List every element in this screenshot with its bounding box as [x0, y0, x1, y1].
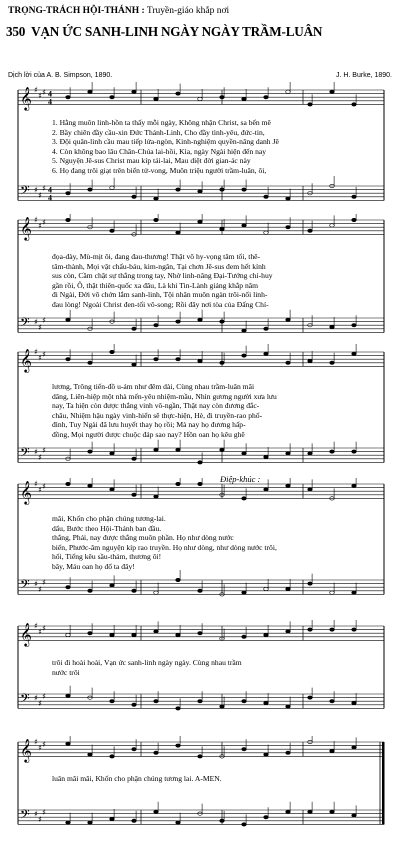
note-head-icon — [66, 633, 71, 636]
note-head-icon — [330, 810, 335, 813]
key-sharp-icon: ♯ — [34, 85, 38, 95]
note-head-icon — [308, 810, 313, 813]
note-head-icon — [308, 452, 313, 455]
note-head-icon — [110, 350, 115, 353]
lyric-line: 5. Nguyện Jê-sus Christ mau kíp tái-lai, Mau diệt đời gian-ác này — [52, 156, 251, 166]
note-head-icon — [110, 817, 115, 820]
key-sharp-icon: ♯ — [38, 221, 42, 231]
note-head-icon — [110, 452, 115, 455]
note-head-icon — [88, 450, 93, 453]
key-sharp-icon: ♯ — [42, 217, 46, 227]
key-sharp-icon: ♯ — [38, 91, 42, 101]
note-head-icon — [286, 751, 291, 754]
note-head-icon — [88, 361, 93, 364]
key-sharp-icon: ♯ — [38, 353, 42, 363]
note-head-icon — [220, 361, 225, 364]
note-head-icon — [286, 452, 291, 455]
note-head-icon — [286, 810, 291, 813]
key-sharp-icon: ♯ — [42, 481, 46, 491]
note-head-icon — [286, 318, 291, 321]
note-head-icon — [176, 231, 181, 234]
treble-clef-icon: 𝄞 — [20, 738, 32, 763]
note-head-icon — [308, 103, 313, 106]
key-sharp-icon: ♯ — [42, 577, 46, 587]
note-head-icon — [154, 97, 159, 100]
note-head-icon — [88, 188, 93, 191]
note-head-icon — [286, 361, 291, 364]
lyric-line: lương, Trông tiến-đồ u-ám như đêm dài, Cùng nhau trầm-luân mãi — [52, 382, 255, 391]
hymn-number: 350 — [6, 24, 26, 39]
lyric-line: biến, Phước-âm nguyện kíp rao truyền. Họ như dòng, như dòng nước trôi, — [52, 542, 277, 552]
lyric-line: 2. Bầy chiên đầy cầu-xin Đức Thánh-Linh, Cho đầy tình-yêu, đức-tin, — [52, 127, 265, 137]
note-head-icon — [88, 589, 93, 592]
key-sharp-icon: ♯ — [38, 743, 42, 753]
note-head-icon — [286, 90, 291, 93]
bass-clef-icon: 𝄢 — [20, 690, 30, 709]
note-head-icon — [132, 493, 137, 496]
note-head-icon — [242, 354, 247, 357]
note-head-icon — [264, 96, 269, 99]
key-sharp-icon: ♯ — [42, 315, 46, 325]
note-head-icon — [198, 359, 203, 362]
note-head-icon — [132, 819, 137, 822]
time-signature-icon: 4 — [48, 89, 52, 99]
note-head-icon — [352, 628, 357, 631]
note-head-icon — [264, 753, 269, 756]
note-head-icon — [308, 628, 313, 631]
note-head-icon — [154, 358, 159, 361]
key-sharp-icon: ♯ — [38, 453, 42, 462]
note-head-icon — [264, 195, 269, 198]
note-head-icon — [330, 700, 335, 703]
note-head-icon — [330, 325, 335, 328]
note-head-icon — [132, 327, 137, 330]
section-subtitle: Truyền-giáo khắp nơi — [146, 6, 230, 16]
note-head-icon — [264, 488, 269, 491]
note-head-icon — [330, 628, 335, 631]
note-head-icon — [154, 324, 159, 327]
bass-clef-icon: 𝄢 — [20, 182, 30, 201]
note-head-icon — [264, 327, 269, 330]
note-head-icon — [352, 591, 357, 594]
note-head-icon — [110, 633, 115, 636]
note-head-icon — [154, 810, 159, 813]
key-sharp-icon: ♯ — [38, 627, 42, 637]
section-title: TRỌNG-TRÁCH HỘI-THÁNH : — [8, 6, 145, 16]
bass-clef-icon: 𝄢 — [20, 806, 30, 825]
note-head-icon — [286, 197, 291, 200]
treble-clef-icon: 𝄞 — [20, 216, 32, 241]
key-sharp-icon: ♯ — [38, 485, 42, 495]
lyric-line: sus còn, Cầm chặt sự thắng trong tay, Nhờ linh-năng Đại-Tướng chỉ-huy — [52, 271, 273, 281]
note-head-icon — [242, 497, 247, 500]
lyric-line: dấu, Bước theo Hội-Thánh ban đầu. — [52, 523, 162, 533]
key-sharp-icon: ♯ — [34, 317, 38, 327]
key-sharp-icon: ♯ — [34, 579, 38, 589]
note-head-icon — [176, 358, 181, 361]
lyrics-block — [52, 774, 378, 784]
note-head-icon — [308, 696, 313, 699]
note-head-icon — [176, 92, 181, 95]
lyric-line: trôi đi hoài hoài, Vạn ức sanh-linh ngày ngày. Cùng nhau trầm — [52, 658, 242, 667]
note-head-icon — [154, 591, 159, 594]
note-head-icon — [132, 589, 137, 592]
key-sharp-icon: ♯ — [34, 185, 38, 195]
page-header — [8, 6, 229, 16]
lyric-line: nay, Ta hiện còn được thắng vinh vô-ngần, Thật nay còn đương đắc- — [52, 401, 260, 411]
note-head-icon — [330, 450, 335, 453]
note-head-icon — [330, 361, 335, 364]
note-head-icon — [308, 229, 313, 232]
note-head-icon — [176, 744, 181, 747]
note-head-icon — [198, 700, 203, 703]
key-sharp-icon: ♯ — [34, 737, 38, 747]
note-head-icon — [198, 632, 203, 635]
note-head-icon — [220, 448, 225, 451]
note-head-icon — [66, 482, 71, 485]
note-head-icon — [242, 97, 247, 100]
key-sharp-icon: ♯ — [42, 739, 46, 749]
time-signature-icon: 4 — [48, 185, 52, 195]
note-head-icon — [154, 630, 159, 633]
lyric-line: đình, Tuy Ngài đã lưu huyết thay họ rồi; Mà nay họ đương hấp- — [52, 420, 246, 430]
note-head-icon — [110, 229, 115, 232]
note-head-icon — [176, 188, 181, 191]
note-head-icon — [132, 633, 137, 636]
music-system-1 — [0, 82, 400, 214]
note-head-icon — [66, 218, 71, 221]
note-head-icon — [198, 97, 203, 100]
key-sharp-icon: ♯ — [38, 585, 42, 594]
note-head-icon — [66, 318, 71, 321]
note-head-icon — [132, 363, 137, 366]
note-head-icon — [66, 586, 71, 589]
note-head-icon — [66, 192, 71, 195]
music-system-2 — [0, 214, 400, 344]
note-head-icon — [242, 224, 247, 227]
note-head-icon — [264, 455, 269, 458]
note-head-icon — [110, 96, 115, 99]
note-head-icon — [352, 814, 357, 817]
note-head-icon — [110, 584, 115, 587]
note-head-icon — [264, 231, 269, 234]
music-credit: J. H. Burke, 1890. — [335, 72, 392, 79]
key-sharp-icon: ♯ — [42, 349, 46, 359]
treble-clef-icon: 𝄞 — [20, 622, 32, 647]
note-head-icon — [242, 452, 247, 455]
note-head-icon — [286, 484, 291, 487]
lyric-line: gần rồi, Ô, thật thiên-quốc xa đâu, Là khi Tin-Lành giảng khắp năm — [52, 280, 259, 290]
note-head-icon — [176, 633, 181, 636]
lyric-line: thắng, Phải, nay được thắng muôn phần. Họ như dòng nước — [52, 533, 234, 543]
hymn-name: VẠN ỨC SANH-LINH NGÀY NGÀY TRẦM-LUÂN — [31, 24, 323, 39]
lyric-line: 1. Hằng muôn linh-hồn ta thấy mỗi ngày, Không nhận Christ, sa bến mê — [52, 118, 271, 127]
lyrics-block — [52, 514, 378, 572]
note-head-icon — [352, 103, 357, 106]
refrain-label: Điệp-khúc : — [220, 474, 261, 484]
note-head-icon — [198, 461, 203, 464]
note-head-icon — [242, 823, 247, 826]
staff-graphic — [0, 736, 400, 836]
note-head-icon — [286, 587, 291, 590]
bass-clef-icon: 𝄢 — [20, 444, 30, 463]
note-head-icon — [352, 746, 357, 749]
note-head-icon — [242, 700, 247, 703]
note-head-icon — [198, 220, 203, 223]
note-head-icon — [330, 749, 335, 752]
note-head-icon — [176, 482, 181, 485]
lyrics-block — [52, 118, 378, 176]
lyric-line: đi Ngài, Đời vô chớn lắm sanh-linh, Tội nhân muôn ngàn trôi-nổi linh- — [52, 290, 268, 300]
time-signature-icon: 4 — [48, 97, 52, 107]
key-sharp-icon: ♯ — [34, 621, 38, 631]
note-head-icon — [352, 218, 357, 221]
note-head-icon — [66, 96, 71, 99]
note-head-icon — [220, 96, 225, 99]
note-head-icon — [132, 195, 137, 198]
key-sharp-icon: ♯ — [34, 809, 38, 819]
note-head-icon — [88, 632, 93, 635]
bass-clef-icon: 𝄢 — [20, 314, 30, 333]
key-sharp-icon: ♯ — [38, 699, 42, 708]
note-head-icon — [176, 448, 181, 451]
key-sharp-icon: ♯ — [34, 215, 38, 225]
lyric-line: mãi, Khốn cho phận chúng tương-lai. — [52, 514, 166, 523]
note-head-icon — [66, 742, 71, 745]
note-head-icon — [110, 755, 115, 758]
note-head-icon — [264, 587, 269, 590]
note-head-icon — [220, 188, 225, 191]
note-head-icon — [176, 821, 181, 824]
note-head-icon — [308, 488, 313, 491]
lyric-line: luân mãi mãi, Khốn cho phận chúng tương lai. A-MEN. — [52, 774, 222, 783]
note-head-icon — [110, 700, 115, 703]
note-head-icon — [154, 495, 159, 498]
note-head-icon — [330, 224, 335, 227]
note-head-icon — [88, 821, 93, 824]
key-sharp-icon: ♯ — [38, 191, 42, 200]
note-head-icon — [88, 484, 93, 487]
lyric-line: hối, Tiếng kêu sầu-thảm, thương ôi! — [52, 552, 162, 562]
lyric-line: đồng, Mọi người được chuộc đáp sao nay? Hồn oan họ kêu ghê — [52, 429, 245, 439]
note-head-icon — [264, 816, 269, 819]
note-head-icon — [176, 320, 181, 323]
key-sharp-icon: ♯ — [42, 807, 46, 817]
note-head-icon — [352, 352, 357, 355]
key-sharp-icon: ♯ — [42, 183, 46, 193]
key-sharp-icon: ♯ — [42, 445, 46, 455]
treble-clef-icon: 𝄞 — [20, 480, 32, 505]
lyric-line: nước trôi — [52, 667, 80, 677]
time-signature-icon: 4 — [48, 193, 52, 203]
note-head-icon — [198, 190, 203, 193]
note-head-icon — [154, 197, 159, 200]
note-head-icon — [242, 748, 247, 751]
note-head-icon — [286, 705, 291, 708]
bass-clef-icon: 𝄢 — [20, 576, 30, 595]
lyric-line: đau lòng! Ngoài Christ đen-tối vô-song; Rồi đây nơi tòa của Đấng Chí- — [52, 299, 269, 309]
note-head-icon — [264, 701, 269, 704]
note-head-icon — [66, 821, 71, 824]
note-head-icon — [242, 188, 247, 191]
lyric-line: 3. Đội quân-linh cầu mau tiếp lửa-ngòn, Kinh-nghiệm quyền-năng danh Jê — [52, 137, 279, 147]
note-head-icon — [110, 488, 115, 491]
key-sharp-icon: ♯ — [34, 347, 38, 357]
note-head-icon — [176, 707, 181, 710]
note-head-icon — [132, 457, 137, 460]
lyrics-credit: Dịch lời của A. B. Simpson, 1890. — [8, 72, 113, 79]
treble-clef-icon: 𝄞 — [20, 86, 32, 111]
final-bar-line — [382, 742, 385, 824]
music-system-4 — [0, 478, 400, 608]
key-sharp-icon: ♯ — [38, 323, 42, 332]
lyric-line: dâng, Liên-hiệp một nhà mến-yêu nhiệm-mầu, Nhìn gương người xưa lưu — [52, 391, 277, 401]
note-head-icon — [286, 630, 291, 633]
note-head-icon — [132, 90, 137, 93]
note-head-icon — [330, 591, 335, 594]
note-head-icon — [330, 90, 335, 93]
note-head-icon — [264, 352, 269, 355]
note-head-icon — [242, 591, 247, 594]
note-head-icon — [198, 482, 203, 485]
lyrics-block — [52, 382, 378, 440]
hymn-title — [6, 24, 322, 40]
note-head-icon — [352, 701, 357, 704]
key-sharp-icon: ♯ — [38, 815, 42, 824]
music-system-6 — [0, 736, 400, 836]
lyric-line: 6. Họ đang trôi giạt trên biển tử-vong, Muôn triệu người trầm-luân, ôi, — [52, 165, 267, 175]
note-head-icon — [88, 90, 93, 93]
note-head-icon — [176, 578, 181, 581]
lyric-line: đọa-đày, Mù-mịt ôi, đang đau-thương! Thật vô hy-vọng tâm tối, thê- — [52, 252, 261, 261]
note-head-icon — [88, 753, 93, 756]
key-sharp-icon: ♯ — [34, 447, 38, 457]
note-head-icon — [220, 320, 225, 323]
key-sharp-icon: ♯ — [34, 693, 38, 703]
music-system-3 — [0, 344, 400, 476]
key-sharp-icon: ♯ — [34, 479, 38, 489]
note-head-icon — [286, 226, 291, 229]
note-head-icon — [154, 218, 159, 221]
note-head-icon — [308, 582, 313, 585]
treble-clef-icon: 𝄞 — [20, 348, 32, 373]
note-head-icon — [352, 484, 357, 487]
key-sharp-icon: ♯ — [42, 623, 46, 633]
note-head-icon — [110, 186, 115, 189]
note-head-icon — [220, 705, 225, 708]
lyric-line: bây, Máu oan họ đổ ta đây! — [52, 561, 135, 571]
note-head-icon — [198, 589, 203, 592]
note-head-icon — [154, 700, 159, 703]
note-head-icon — [198, 318, 203, 321]
lyric-line: châu, Nhiệm hậu ngày vinh-hiển sẽ thực-hiện, Hè, đi truyền-rao phố- — [52, 410, 263, 420]
lyric-line: 4. Còn không bao lâu Chăn-Chúa lai-hồi, Kìa, ngày Ngài hiện đến nay — [52, 146, 267, 156]
note-head-icon — [220, 819, 225, 822]
lyrics-block — [52, 252, 378, 310]
note-head-icon — [242, 329, 247, 332]
music-system-5 — [0, 620, 400, 720]
note-head-icon — [264, 633, 269, 636]
note-head-icon — [198, 755, 203, 758]
note-head-icon — [242, 635, 247, 638]
lyrics-block — [52, 658, 378, 677]
key-sharp-icon: ♯ — [42, 691, 46, 701]
key-sharp-icon: ♯ — [42, 87, 46, 97]
note-head-icon — [66, 358, 71, 361]
note-head-icon — [154, 751, 159, 754]
note-head-icon — [66, 694, 71, 697]
note-head-icon — [154, 448, 159, 451]
lyric-line: tâm-thành, Mọi vật chấu-báu, kim-ngân, Tại chơn Jê-sus đem hết kính — [52, 261, 266, 271]
note-head-icon — [308, 359, 313, 362]
note-head-icon — [352, 324, 357, 327]
note-head-icon — [132, 748, 137, 751]
note-head-icon — [352, 450, 357, 453]
note-head-icon — [352, 195, 357, 198]
note-head-icon — [220, 227, 225, 230]
note-head-icon — [132, 703, 137, 706]
